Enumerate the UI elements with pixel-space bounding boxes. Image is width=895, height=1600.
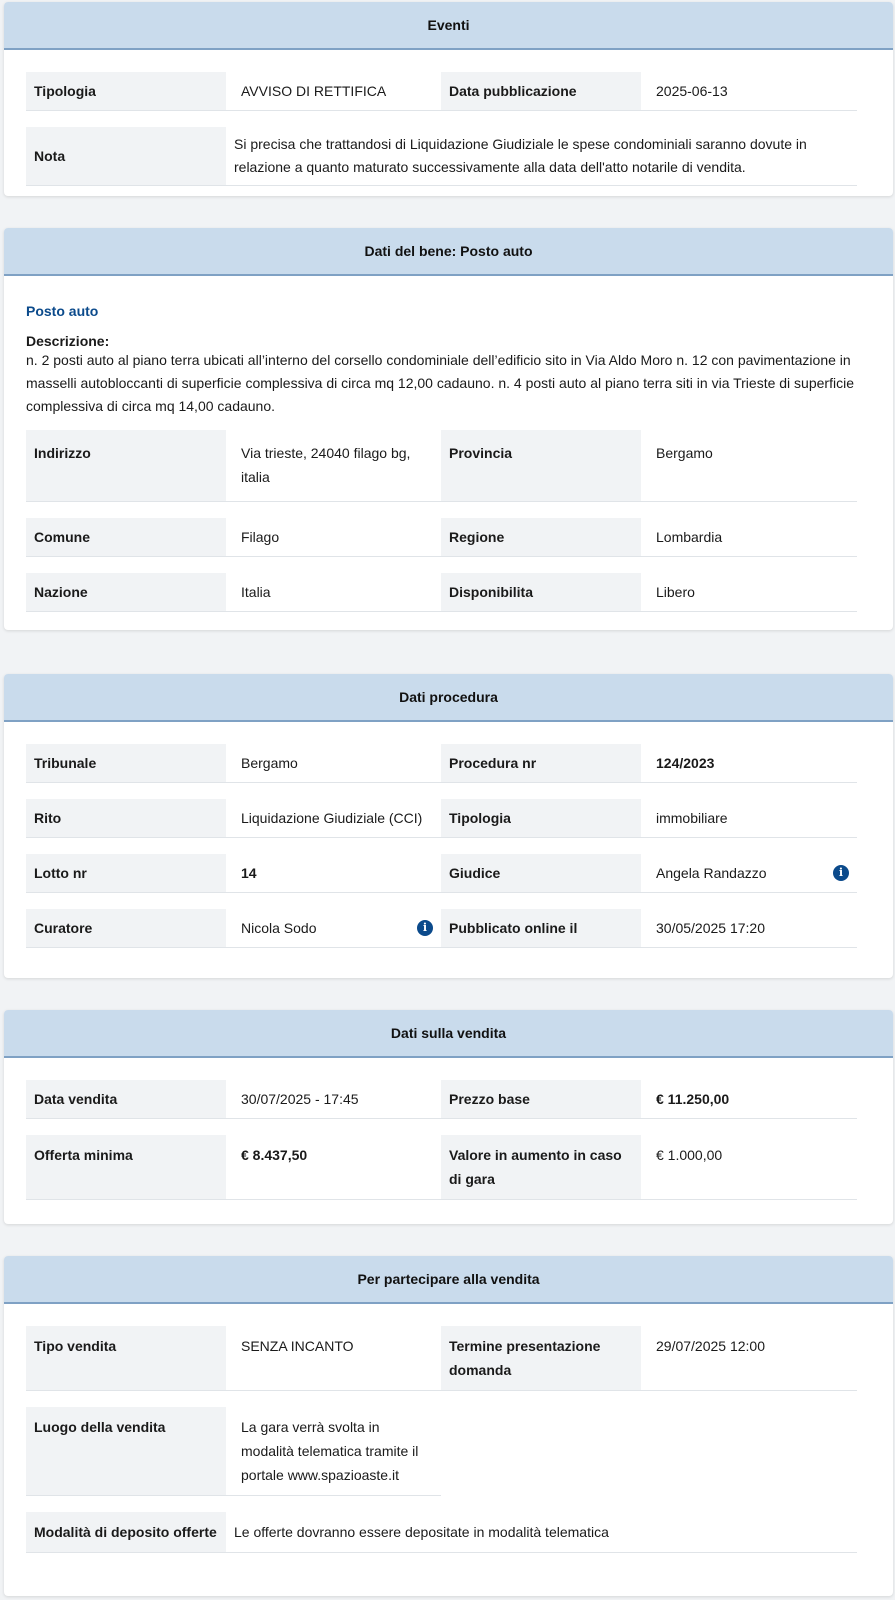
pubblicato-label: Pubblicato online il <box>441 909 641 948</box>
indirizzo-value: Via trieste, 24040 filago bg, italia <box>226 430 441 502</box>
empty-cell <box>641 1407 857 1496</box>
offerta-minima-value: € 8.437,50 <box>226 1135 441 1200</box>
tipologia-procedura-label: Tipologia <box>441 799 641 838</box>
bene-card <box>4 228 893 630</box>
regione-value: Lombardia <box>641 518 857 557</box>
descrizione-label: Descrizione: <box>26 333 110 349</box>
comune-value: Filago <box>226 518 441 557</box>
tribunale-value: Bergamo <box>226 744 441 783</box>
giudice-value: Angela Randazzo <box>656 865 767 881</box>
tipo-vendita-value: SENZA INCANTO <box>226 1326 441 1391</box>
partecipare-header: Per partecipare alla vendita <box>4 1256 893 1304</box>
lotto-label: Lotto nr <box>26 854 226 893</box>
aumento-label: Valore in aumento in caso di gara <box>441 1135 641 1200</box>
curatore-cell <box>226 909 441 948</box>
data-vendita-label: Data vendita <box>26 1080 226 1119</box>
empty-cell <box>441 1407 641 1496</box>
giudice-cell <box>641 854 857 893</box>
tipologia-value: AVVISO DI RETTIFICA <box>226 72 441 111</box>
pubblicato-value: 30/05/2025 17:20 <box>641 909 857 948</box>
descrizione-text: n. 2 posti auto al piano terra ubicati all’interno del corsello condominiale dell’edificio sito in Via Aldo Moro n. 12 con pavimentazione in masselli autobloccanti di superficie complessiva di circa mq 12,00 cadauno. n. 4 posti auto al piano terra siti in via Trieste di superficie complessiva di circa mq 14,00 cadauno. <box>26 352 854 414</box>
procedura-header: Dati procedura <box>4 674 893 722</box>
info-icon[interactable]: i <box>417 920 433 936</box>
eventi-card <box>4 2 893 196</box>
comune-label: Comune <box>26 518 226 557</box>
info-icon[interactable]: i <box>833 865 849 881</box>
tipologia-label: Tipologia <box>26 72 226 111</box>
eventi-header: Eventi <box>4 2 893 50</box>
regione-label: Regione <box>441 518 641 557</box>
deposito-label: Modalità di deposito offerte <box>26 1512 226 1553</box>
luogo-label: Luogo della vendita <box>26 1407 226 1496</box>
provincia-label: Provincia <box>441 430 641 502</box>
provincia-value: Bergamo <box>641 430 857 502</box>
data-vendita-value: 30/07/2025 - 17:45 <box>226 1080 441 1119</box>
data-pubblicazione-label: Data pubblicazione <box>441 72 641 111</box>
prezzo-base-value: € 11.250,00 <box>641 1080 857 1119</box>
procedura-nr-value: 124/2023 <box>641 744 857 783</box>
tribunale-label: Tribunale <box>26 744 226 783</box>
nota-label: Nota <box>26 127 226 186</box>
prezzo-base-label: Prezzo base <box>441 1080 641 1119</box>
procedura-card <box>4 674 893 978</box>
nota-value: Si precisa che trattandosi di Liquidazione Giudiziale le spese condominiali saranno dovute in relazione a quanto maturato successivamente alla data dell'atto notarile di vendita. <box>226 127 857 186</box>
nazione-value: Italia <box>226 573 441 612</box>
nazione-label: Nazione <box>26 573 226 612</box>
data-pubblicazione-value: 2025-06-13 <box>641 72 857 111</box>
partecipare-card <box>4 1256 893 1596</box>
disponibilita-value: Libero <box>641 573 857 612</box>
tipo-vendita-label: Tipo vendita <box>26 1326 226 1391</box>
rito-label: Rito <box>26 799 226 838</box>
curatore-label: Curatore <box>26 909 226 948</box>
vendita-header: Dati sulla vendita <box>4 1010 893 1058</box>
offerta-minima-label: Offerta minima <box>26 1135 226 1200</box>
aumento-value: € 1.000,00 <box>641 1135 857 1200</box>
lotto-value: 14 <box>226 854 441 893</box>
indirizzo-label: Indirizzo <box>26 430 226 502</box>
luogo-value: La gara verrà svolta in modalità telematica tramite il portale www.spazioaste.it <box>226 1407 441 1496</box>
deposito-value: Le offerte dovranno essere depositate in modalità telematica <box>226 1512 857 1553</box>
disponibilita-label: Disponibilita <box>441 573 641 612</box>
procedura-nr-label: Procedura nr <box>441 744 641 783</box>
bene-header: Dati del bene: Posto auto <box>4 228 893 276</box>
termine-value: 29/07/2025 12:00 <box>641 1326 857 1391</box>
curatore-value: Nicola Sodo <box>241 920 317 936</box>
termine-label: Termine presentazione domanda <box>441 1326 641 1391</box>
tipologia-procedura-value: immobiliare <box>641 799 857 838</box>
bene-subtitle: Posto auto <box>26 303 99 319</box>
giudice-label: Giudice <box>441 854 641 893</box>
vendita-card <box>4 1010 893 1224</box>
rito-value: Liquidazione Giudiziale (CCI) <box>226 799 441 838</box>
